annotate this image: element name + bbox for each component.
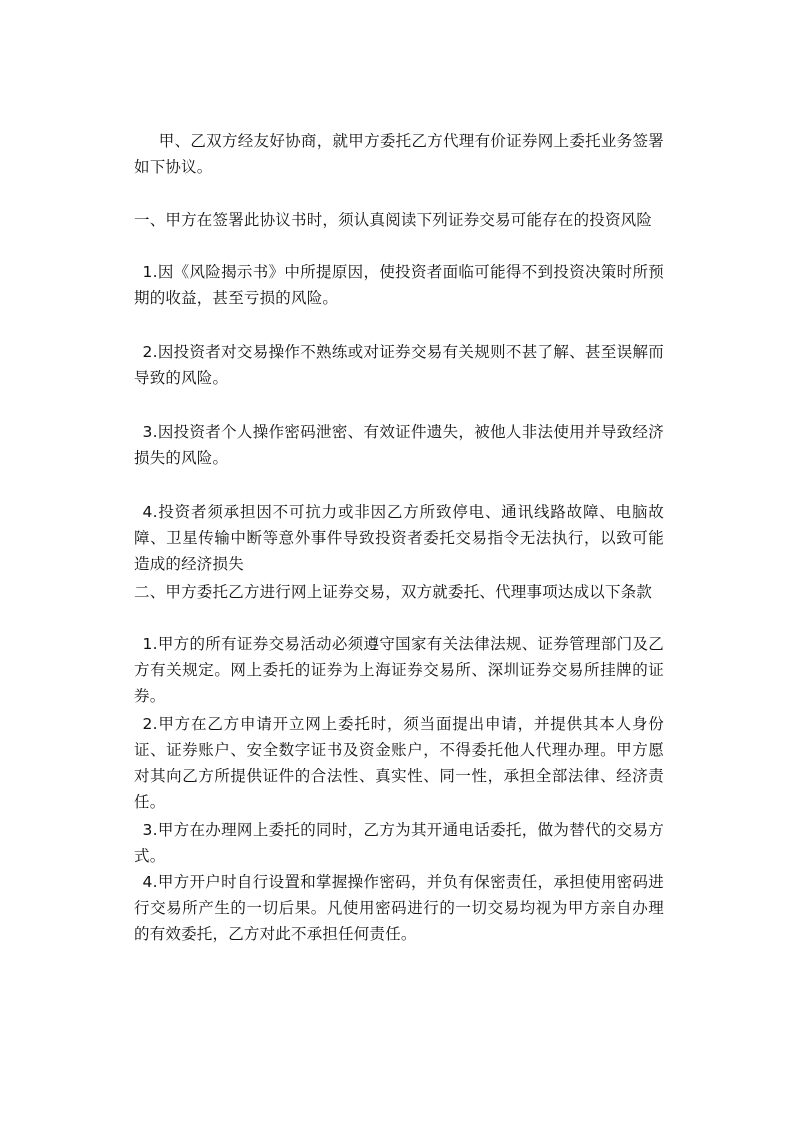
section1-item-2: 2.因投资者对交易操作不熟练或对证券交易有关规则不甚了解、甚至误解而导致的风险。: [134, 343, 664, 387]
section1-item-4: 4.投资者须承担因不可抗力或非因乙方所致停电、通讯线路故障、电脑故障、卫星传输中断等意外事件导致投资者委托交易指令无法执行，以致可能造成的经济损失: [134, 503, 664, 573]
section2-item-1: 1.甲方的所有证券交易活动必须遵守国家有关法律法规、证券管理部门及乙方有关规定。网上委托的证券为上海证券交易所、深圳证券交易所挂牌的证券。: [134, 635, 664, 705]
section2-item-4: 4.甲方开户时自行设置和掌握操作密码，并负有保密责任，承担使用密码进行交易所产生的一切后果。凡使用密码进行的一切交易均视为甲方亲自办理的有效委托，乙方对此不承担任何责任。: [134, 873, 664, 943]
section1-item-3: 3.因投资者个人操作密码泄密、有效证件遗失，被他人非法使用并导致经济损失的风险。: [134, 423, 664, 467]
section1-item-1: 1.因《风险揭示书》中所提原因，使投资者面临可能得不到投资决策时所预期的收益，甚至亏损的风险。: [134, 263, 664, 307]
section2-item-3: 3.甲方在办理网上委托的同时，乙方为其开通电话委托，做为替代的交易方式。: [134, 821, 664, 865]
section1-heading: 一、甲方在签署此协议书时，须认真阅读下列证券交易可能存在的投资风险: [134, 211, 653, 229]
section2-item-2: 2.甲方在乙方申请开立网上委托时，须当面提出申请，并提供其本人身份证、证券账户、安全数字证书及资金账户，不得委托他人代理办理。甲方愿对其向乙方所提供证件的合法性、真实性、同一性，承担全部法律、经济责任。: [134, 715, 664, 811]
intro-paragraph: 甲、乙双方经友好协商，就甲方委托乙方代理有价证券网上委托业务签署如下协议。: [134, 132, 664, 176]
section2-heading: 二、甲方委托乙方进行网上证券交易，双方就委托、代理事项达成以下条款: [134, 583, 653, 601]
